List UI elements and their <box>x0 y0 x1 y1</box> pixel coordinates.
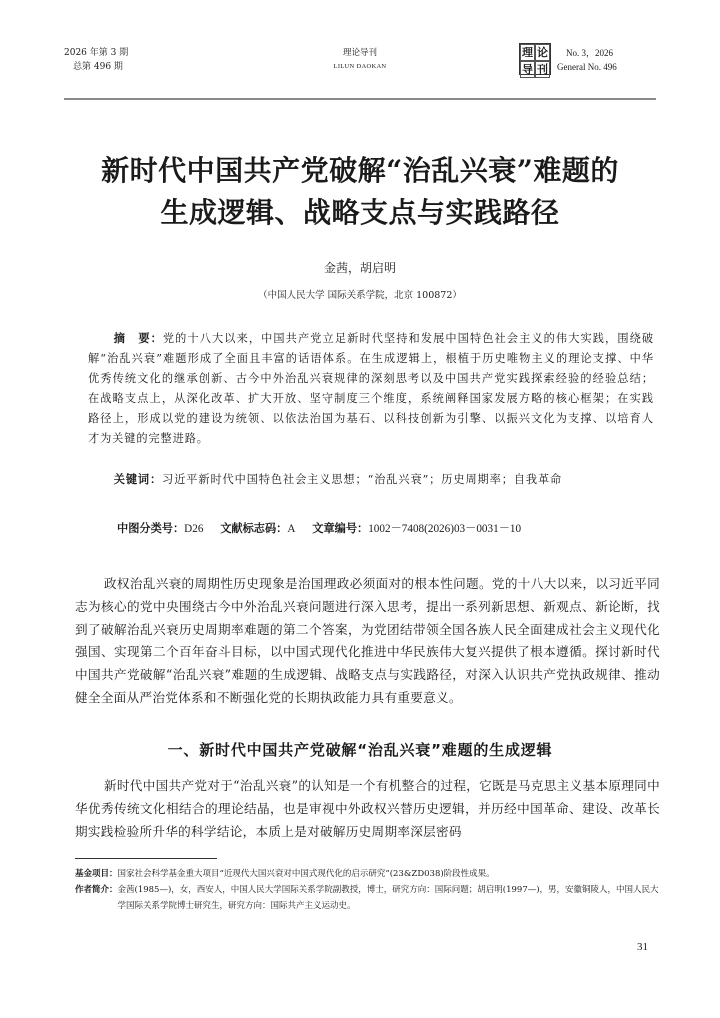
logo-char: 导 <box>522 63 533 76</box>
header-rule <box>64 98 656 100</box>
abstract <box>88 329 654 449</box>
fund-text: 国家社会科学基金重大项目“近现代大国兴衰对中国式现代化的启示研究”(23&ZD038)阶段性成果。 <box>117 869 495 879</box>
footnote-author <box>75 882 665 914</box>
abstract-text: 党的十八大以来，中国共产党立足新时代坚持和发展中国特色社会主义的伟大实践，围绕破解“治乱兴衰”难题形成了全面且丰富的话语体系。在生成逻辑上，根植于历史唯物主义的理论支撑、中华优秀传统文化的继承创新、古今中外治乱兴衰规律的深刻思考以及中国共产党实践探索经验的经验总结；在战略支点上，从深化改革、扩大开放、坚守制度三个维度，系统阐释国家发展方略的核心框架；在实践路径上，形成以党的建设为统领、以依法治国为基石、以科技创新为引擎、以振兴文化为支撑、以培育人才为关键的完整进路。 <box>88 332 654 445</box>
intro-paragraph: 政权治乱兴衰的周期性历史现象是治国理政必须面对的根本性问题。党的十八大以来，以习近平同志为核心的党中央围绕古今中外治乱兴衰问题进行深入思考，提出一系列新思想、新观点、新论断，找到了破解治乱兴衰历史周期率难题的第二个答案，为党团结带领全国各族人民全面建成社会主义现代化强国、实现第二个百年奋斗目标，以中国式现代化推进中华民族伟大复兴提供了根本遵循。探讨新时代中国共产党破解“治乱兴衰”难题的生成逻辑、战略支点与实践路径，对深入认识共产党执政规律、推动健全全面从严治党体系和不断强化党的长期执政能力具有重要意义。 <box>75 576 660 705</box>
section-paragraph: 新时代中国共产党对于“治乱兴衰”的认知是一个有机整合的过程，它既是马克思主义基本原理同中华优秀传统文化相结合的理论结晶，也是审视中外政权兴替历史逻辑，并历经中国革命、建设、改革长期实践检验所升华的科学结论，本质上是对破解历史周期率深层密码 <box>75 778 660 839</box>
title-line-2: 生成逻辑、战略支点与实践路径 <box>160 196 560 229</box>
article-title <box>40 150 680 234</box>
footnotes <box>75 866 665 914</box>
footnote-fund <box>75 866 665 882</box>
authors: 金茜，胡启明 <box>323 261 396 275</box>
clc-value: D26 <box>184 523 204 535</box>
section-heading: 一、新时代中国共产党破解“治乱兴衰”难题的生成逻辑 <box>167 741 553 759</box>
issue-cn: 2026 年第 3 期 <box>64 48 129 58</box>
doc-code-label: 文献标志码： <box>220 522 288 535</box>
journal-logo-icon <box>519 43 551 75</box>
keywords <box>88 470 654 490</box>
journal-name-en: LILUN DAOKAN <box>333 63 387 70</box>
logo-char: 刊 <box>537 63 548 76</box>
journal-name-cn: 理论导刊 <box>342 48 377 58</box>
logo-char: 论 <box>537 46 548 59</box>
total-issue-en: General No. 496 <box>557 62 617 72</box>
issue-en: No. 3，2026 <box>566 48 613 58</box>
doc-code-value: A <box>287 523 296 535</box>
author-bio-text: 金茜(1985—)，女，西安人，中国人民大学国际关系学院副教授，博士，研究方向：国际问题；胡启明(1997—)，男，安徽铜陵人，中国人民大学国际关系学院博士研究生，研究方向：国际共产主义运动史。 <box>117 885 659 911</box>
affiliation: （中国人民大学 国际关系学院，北京 100872） <box>258 290 462 301</box>
article-no-value: 1002－7408(2026)03－0031－10 <box>368 523 522 535</box>
abstract-label: 摘 要： <box>113 332 163 345</box>
fund-label: 基金项目： <box>75 869 118 879</box>
keywords-text: 习近平新时代中国特色社会主义思想；“治乱兴衰”；历史周期率；自我革命 <box>162 473 563 486</box>
article-no-label: 文章编号： <box>312 522 369 535</box>
keywords-label: 关键词： <box>113 473 163 486</box>
running-header <box>64 42 656 90</box>
page-number: 31 <box>637 941 648 953</box>
title-line-1: 新时代中国共产党破解“治乱兴衰”难题的 <box>101 154 619 187</box>
issue-info-en <box>557 46 617 74</box>
author-bio-label: 作者简介： <box>75 885 118 895</box>
total-issue-cn: 总第 496 期 <box>73 62 123 72</box>
footnote-rule <box>75 858 217 859</box>
clc-label: 中图分类号： <box>117 522 185 535</box>
classification-line <box>117 519 521 539</box>
logo-char: 理 <box>522 46 533 59</box>
